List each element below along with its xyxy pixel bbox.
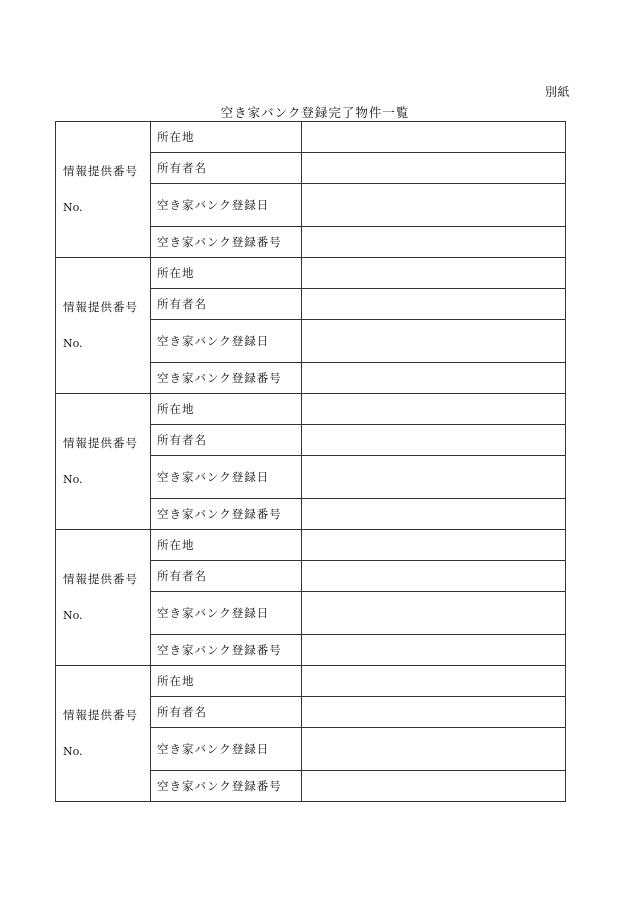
- owner-name-label: 所有者名: [151, 425, 302, 456]
- location-value[interactable]: [302, 666, 566, 697]
- info-number-label: 情報提供番号: [63, 572, 138, 586]
- info-number-cell: [56, 666, 151, 802]
- attachment-label: 別紙: [544, 85, 570, 99]
- owner-name-label: 所有者名: [151, 289, 302, 320]
- location-value[interactable]: [302, 530, 566, 561]
- info-number-label: 情報提供番号: [63, 708, 138, 722]
- number-label: No.: [63, 201, 83, 214]
- registration-number-value[interactable]: [302, 635, 566, 666]
- registration-date-label: 空き家バンク登録日: [151, 320, 302, 363]
- info-number-cell: [56, 530, 151, 666]
- document-title: 空き家バンク登録完了物件一覧: [220, 105, 410, 120]
- owner-name-value[interactable]: [302, 153, 566, 184]
- info-number-label: 情報提供番号: [63, 300, 138, 314]
- registration-date-label: 空き家バンク登録日: [151, 456, 302, 499]
- owner-name-value[interactable]: [302, 289, 566, 320]
- owner-name-label: 所有者名: [151, 153, 302, 184]
- location-label: 所在地: [151, 530, 302, 561]
- registration-date-value[interactable]: [302, 592, 566, 635]
- number-label: No.: [63, 337, 83, 350]
- owner-name-label: 所有者名: [151, 697, 302, 728]
- registration-number-value[interactable]: [302, 771, 566, 802]
- registration-number-label: 空き家バンク登録番号: [151, 227, 302, 258]
- number-label: No.: [63, 745, 83, 758]
- owner-name-label: 所有者名: [151, 561, 302, 592]
- registration-number-label: 空き家バンク登録番号: [151, 499, 302, 530]
- registration-number-label: 空き家バンク登録番号: [151, 771, 302, 802]
- table-row: [56, 394, 566, 425]
- registration-number-label: 空き家バンク登録番号: [151, 363, 302, 394]
- table-row: [56, 530, 566, 561]
- location-label: 所在地: [151, 394, 302, 425]
- info-number-label: 情報提供番号: [63, 436, 138, 450]
- registration-date-label: 空き家バンク登録日: [151, 592, 302, 635]
- location-value[interactable]: [302, 258, 566, 289]
- location-value[interactable]: [302, 122, 566, 153]
- owner-name-value[interactable]: [302, 697, 566, 728]
- owner-name-value[interactable]: [302, 561, 566, 592]
- registration-number-value[interactable]: [302, 499, 566, 530]
- location-value[interactable]: [302, 394, 566, 425]
- registration-date-value[interactable]: [302, 728, 566, 771]
- owner-name-value[interactable]: [302, 425, 566, 456]
- table-row: [56, 122, 566, 153]
- location-label: 所在地: [151, 122, 302, 153]
- location-label: 所在地: [151, 258, 302, 289]
- table-row: [56, 258, 566, 289]
- registration-number-label: 空き家バンク登録番号: [151, 635, 302, 666]
- number-label: No.: [63, 473, 83, 486]
- number-label: No.: [63, 609, 83, 622]
- registration-number-value[interactable]: [302, 227, 566, 258]
- registration-date-value[interactable]: [302, 184, 566, 227]
- table-row: [56, 666, 566, 697]
- info-number-cell: [56, 394, 151, 530]
- location-label: 所在地: [151, 666, 302, 697]
- property-list-table: [55, 121, 566, 802]
- info-number-cell: [56, 258, 151, 394]
- registration-date-label: 空き家バンク登録日: [151, 728, 302, 771]
- registration-date-value[interactable]: [302, 456, 566, 499]
- registration-date-value[interactable]: [302, 320, 566, 363]
- info-number-cell: [56, 122, 151, 258]
- registration-number-value[interactable]: [302, 363, 566, 394]
- registration-date-label: 空き家バンク登録日: [151, 184, 302, 227]
- info-number-label: 情報提供番号: [63, 164, 138, 178]
